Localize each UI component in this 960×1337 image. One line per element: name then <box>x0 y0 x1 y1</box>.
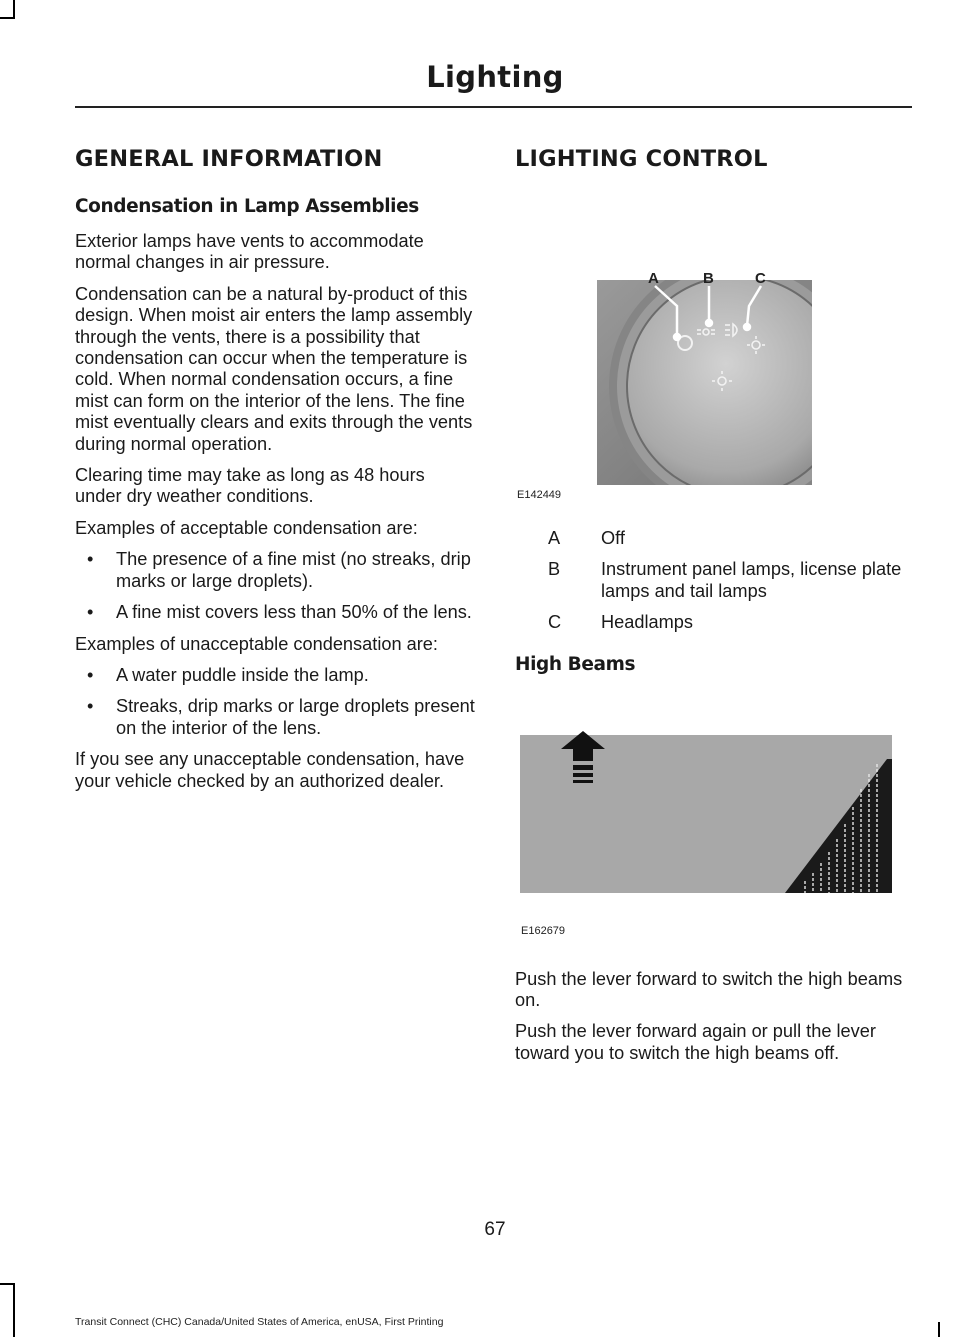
paragraph: Examples of unacceptable condensation are: <box>75 633 438 654</box>
crop-mark <box>938 1322 940 1337</box>
legend-row <box>515 528 907 549</box>
list-item: • A water puddle inside the lamp. <box>75 665 475 686</box>
legend-key: C <box>548 612 562 633</box>
legend-key: B <box>548 559 561 580</box>
list-item: • The presence of a fine mist (no streaks, drip marks or large droplets). <box>75 549 475 592</box>
subheading-condensation: Condensation in Lamp Assemblies <box>75 196 419 217</box>
figure-code: E142449 <box>517 489 562 501</box>
paragraph: Exterior lamps have vents to accommodate normal changes in air pressure. <box>75 231 424 273</box>
header-rule <box>75 106 912 108</box>
headlamp-switch-illustration <box>515 196 907 496</box>
crop-mark <box>0 1283 15 1285</box>
paragraph: If you see any unacceptable condensation, have your vehicle checked by an authorized dealer. <box>75 749 465 791</box>
section-heading-lighting-control: LIGHTING CONTROL <box>515 146 768 172</box>
crop-mark <box>13 1283 15 1337</box>
high-beam-lever-illustration <box>515 689 907 949</box>
right-column <box>515 146 907 1074</box>
paragraph: Push the lever forward to switch the high beams on. <box>515 968 903 1011</box>
legend-text: Off <box>601 528 625 548</box>
legend-text: Headlamps <box>601 612 693 633</box>
figure-code: E162679 <box>521 924 566 937</box>
callout-c-label: C <box>755 270 766 287</box>
legend-text: Instrument panel lamps, license plate lamps and tail lamps <box>601 559 902 601</box>
paragraph: Clearing time may take as long as 48 hours under dry weather conditions. <box>75 465 425 507</box>
unacceptable-list <box>75 665 475 739</box>
section-heading-general-information: GENERAL INFORMATION <box>75 146 383 172</box>
crop-mark <box>0 17 15 19</box>
subheading-high-beams: High Beams <box>515 653 636 675</box>
callout-a-label: A <box>648 270 659 287</box>
list-item: • A fine mist covers less than 50% of the lens. <box>75 602 475 623</box>
legend-key: A <box>548 528 561 548</box>
legend-row <box>515 612 907 633</box>
list-item: • Streaks, drip marks or large droplets present on the interior of the lens. <box>75 696 475 739</box>
legend-table <box>515 528 907 634</box>
crop-mark <box>13 0 15 18</box>
paragraph: Examples of acceptable condensation are: <box>75 517 418 538</box>
paragraph: Push the lever forward again or pull the lever toward you to switch the high beams off. <box>515 1021 876 1063</box>
switch-knob <box>627 276 847 496</box>
legend-row <box>515 559 907 602</box>
footer-text: Transit Connect (CHC) Canada/United States of America, enUSA, First Printing <box>75 1316 444 1328</box>
paragraph: Condensation can be a natural by-product of this design. When moist air enters the lamp assembly through the vents, there is a possibility that condensation can occur when the temperature is cold. When normal condensation occurs, a fine mist can form on the interior of the lens. The fine mist eventually clears and exits through the vents during normal operation. <box>75 283 473 454</box>
page-number: 67 <box>484 1219 506 1240</box>
acceptable-list <box>75 549 475 623</box>
callout-b-label: B <box>703 270 714 287</box>
left-column <box>75 146 475 802</box>
page-title: Lighting <box>426 60 564 94</box>
high-beams-figure <box>515 689 907 969</box>
lighting-control-figure <box>515 196 907 501</box>
